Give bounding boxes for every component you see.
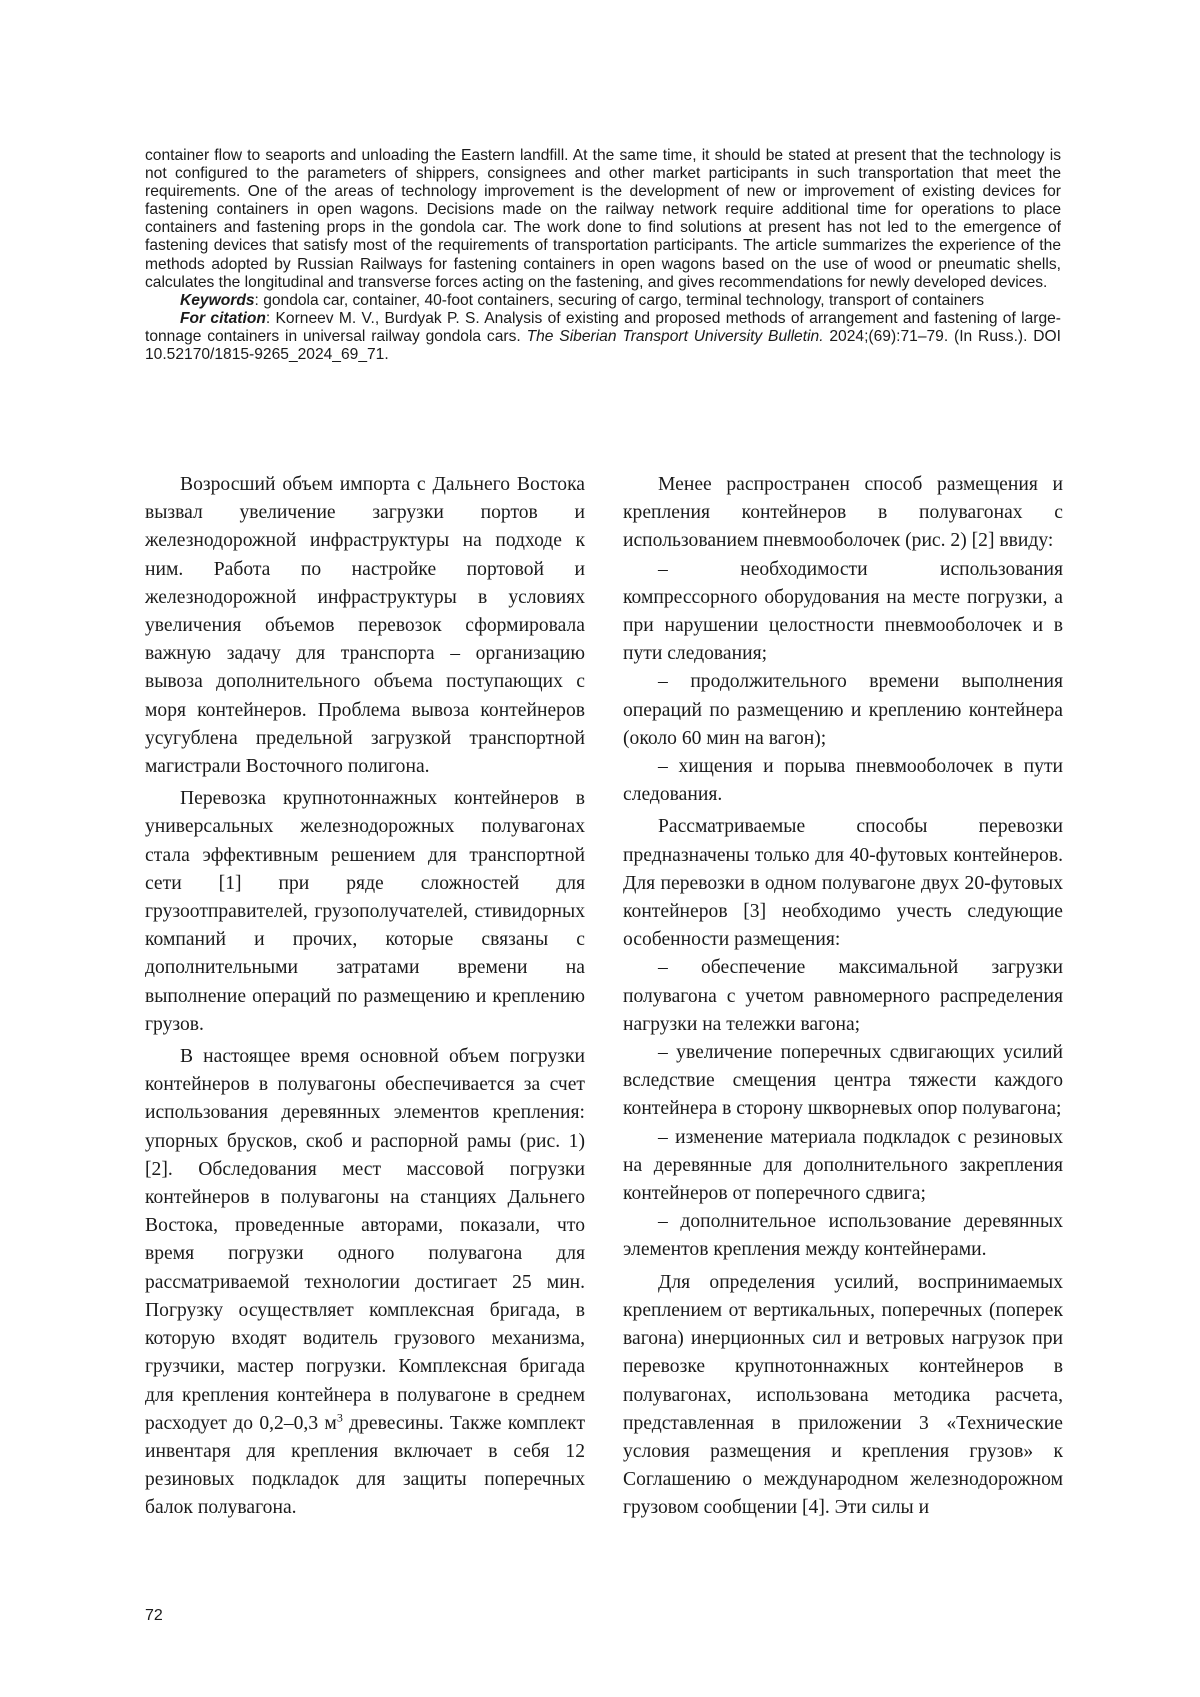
- abstract-text: container flow to seaports and unloading the Eastern landfill. At the same time, it should be stated at present that the technology is not configured to the parameters of shippers, consignees and other market participants in such transportation that meet the requirements. One of the areas of technology improvement is the development of new or improvement of existing devices for fastening containers in open wagons. Decisions made on the railway network require additional time for operations to place containers and fastening props in the gondola car. The work done to find solutions at present has not led to the emergence of fastening devices that satisfy most of the requirements of transportation participants. The article summarizes the experience of the methods adopted by Russian Railways for fastening containers in open wagons based on the use of wood or pneumatic shells, calculates the longitudinal and transverse forces acting on the fastening, and gives recommendations for newly developed devices.: [145, 147, 1061, 291]
- left-paragraph-3-part-2: древесины. Также комплект инвентаря для крепления включает в себя 12 резиновых подкладок для защиты поперечных балок полувагона.: [145, 1412, 586, 1519]
- left-paragraph-1: Возросший объем импорта с Дальнего Востока вызвал увеличение загрузки портов и железнодорожной инфраструктуры на подходе к ним. Работа по настройке портовой и железнодорожной инфраструктуры в условиях увеличения объемов перевозок сформировала важную задачу для транспорта – организацию вывоза дополнительного объема поступающих с моря контейнеров. Проблема вывоза контейнеров усугублена предельной загрузкой транспортной магистрали Восточного полигона.: [145, 474, 585, 778]
- list-item: – хищения и порыва пневмооболочек в пути следования.: [623, 756, 1063, 806]
- keywords-label: Keywords: [180, 291, 255, 309]
- left-column: [145, 471, 585, 1523]
- page-number: 72: [145, 1607, 163, 1624]
- abstract-block: [145, 147, 1061, 364]
- left-paragraph-3-part-1: В настоящее время основной объем погрузки контейнеров в полувагоны обеспечивается за счет использования деревянных элементов крепления: упорных брусков, скоб и распорной рамы (рис. 1) [2]. Обследования мест массовой погрузки контейнеров в полувагоны на станциях Дальнего Востока, проведенные авторами, показали, что время погрузки одного полувагона для рассматриваемой технологии достигает 25 мин. Погрузку осуществляет комплексная бригада, в которую входят водитель грузового механизма, грузчики, мастер погрузки. Комплексная бригада для крепления контейнера в полувагоне в среднем расходует до 0,2–0,3 м: [145, 1046, 585, 1434]
- right-column: [623, 471, 1063, 1523]
- keywords: [145, 292, 1061, 310]
- list-item: – увеличение поперечных сдвигающих усилий вследствие смещения центра тяжести каждого контейнера в сторону шкворневых опор полувагона;: [623, 1042, 1063, 1120]
- citation: [145, 310, 1061, 364]
- list-item: – продолжительного времени выполнения операций по размещению и креплению контейнера (около 60 мин на вагон);: [623, 671, 1063, 749]
- list-item: – изменение материала подкладок с резиновых на деревянные для дополнительного закрепления контейнеров от поперечного сдвига;: [623, 1126, 1063, 1205]
- right-paragraph-1: Менее распространен способ размещения и крепления контейнеров в полувагонах с использованием пневмооболочек (рис. 2) [2] ввиду:: [623, 474, 1063, 552]
- left-paragraph-2: Перевозка крупнотоннажных контейнеров в универсальных железнодорожных полувагонах стала эффективным решением для транспортной сети [1] при ряде сложностей для грузоотправителей, грузополучателей, стивидорных компаний и прочих, которые связаны с дополнительными затратами времени на выполнение операций по размещению и креплению грузов.: [145, 788, 585, 1035]
- right-paragraph-3: Для определения усилий, воспринимаемых креплением от вертикальных, поперечных (поперек вагона) инерционных сил и ветровых нагрузок при перевозке крупнотоннажных контейнеров в полувагонах, использована методика расчета, представленная в приложении 3 «Технические условия размещения и крепления грузов» к Соглашению о международном железнодорожном грузовом сообщении [4]. Эти силы и: [623, 1271, 1063, 1519]
- list-item: – необходимости использования компрессорного оборудования на месте погрузки, а при нарушении целостности пневмооболочек и в пути следования;: [623, 558, 1063, 665]
- left-paragraph-3: [145, 1043, 585, 1522]
- citation-tail: 2024;(69):71–79. (In Russ.). DOI 10.52170/1815-9265_2024_69_71.: [145, 327, 1062, 364]
- cubic-superscript: 3: [336, 1410, 343, 1425]
- keywords-text: : gondola car, container, 40-foot containers, securing of cargo, terminal technology, transport of containers: [254, 291, 985, 309]
- citation-label: For citation: [180, 309, 266, 327]
- citation-text: : Korneev M. V., Burdyak P. S. Analysis of existing and proposed methods of arrangement and fastening of large-tonnage containers in universal railway gondola cars.: [145, 309, 1061, 345]
- citation-journal: The Siberian Transport University Bulletin.: [526, 327, 824, 345]
- list-item: – дополнительное использование деревянных элементов крепления между контейнерами.: [623, 1211, 1063, 1261]
- right-paragraph-2: Рассматриваемые способы перевозки предназначены только для 40-футовых контейнеров. Для перевозки в одном полувагоне двух 20-футовых контейнеров [3] необходимо учесть следующие особенности размещения:: [623, 816, 1063, 951]
- list-item: – обеспечение максимальной загрузки полувагона с учетом равномерного распределения нагрузки на тележки вагона;: [623, 957, 1063, 1035]
